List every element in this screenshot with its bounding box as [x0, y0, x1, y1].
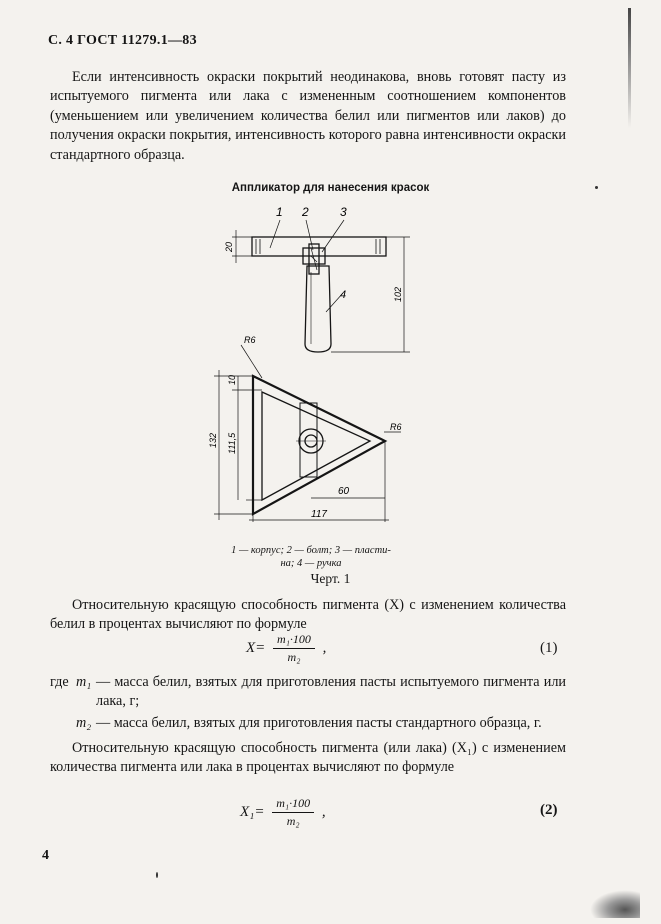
scan-speck [156, 872, 158, 878]
legend-line-1: 1 — корпус; 2 — болт; 3 — пласти- [231, 545, 391, 556]
formula-1-numerator: m₁·100 [273, 632, 315, 649]
formula-2-tail: , [321, 803, 326, 820]
scan-speck [595, 186, 598, 189]
dim-60: 60 [338, 486, 350, 497]
formula-2-lhs: X₁= [240, 803, 265, 820]
formula-2-denominator: m₂ [286, 814, 300, 828]
figure-label: Черт. 1 [310, 571, 351, 586]
figure-title: Аппликатор для нанесения красок [231, 182, 430, 194]
where-m2-text: — масса белил, взятых для приготовления пасты стандартного образца, г. [96, 714, 542, 731]
callout-3: 3 [340, 205, 347, 219]
dim-20: 20 [224, 241, 234, 252]
callout-2: 2 [302, 205, 309, 219]
where-m1 [50, 673, 566, 712]
formula-2-fraction [272, 796, 314, 829]
paragraph-formula-2-intro [50, 739, 566, 778]
where-intro: где [50, 674, 69, 690]
dim-r6-top: R6 [244, 335, 256, 345]
page-number: 4 [42, 848, 49, 863]
formula-1-fraction [273, 632, 315, 665]
dim-117: 117 [311, 509, 327, 520]
equation-number-2: (2) [540, 802, 558, 818]
equation-number-1: (1) [540, 640, 558, 656]
paragraph-text: Относительную красящую способность пигмента (или лака) (X₁) с изменением количества пигмента или лака в процентах вычисляют по формуле [50, 740, 566, 776]
where-m1-text: — масса белил, взятых для приготовления пасты испытуемого пигмента или лака, г; [96, 674, 566, 710]
where-m1-symbol: m₁ [76, 674, 92, 690]
where-m2-symbol: m₂ [76, 714, 92, 731]
formula-1-tail: , [322, 639, 327, 656]
formula-2 [240, 796, 326, 829]
callout-4: 4 [340, 289, 347, 301]
where-block [50, 673, 566, 733]
scan-edge-mark [628, 8, 631, 128]
figure-legend [196, 544, 426, 570]
dim-111-5: 111,5 [227, 432, 237, 454]
page-header: С. 4 ГОСТ 11279.1—83 [48, 33, 197, 48]
formula-1 [246, 632, 326, 665]
paragraph-text: Если интенсивность окраски покрытий неодинакова, вновь готовят пасту из испытуемого пигмента или лака с измененным соотношением компонентов (уменьшением или увеличением количества белил или пигментов или лаков) до получения окраски покрытия, интенсивность которого равна интенсивности окраски стандартного образца. [50, 69, 566, 163]
dim-r6-right: R6 [390, 422, 402, 432]
callout-1: 1 [276, 205, 283, 219]
dim-132: 132 [208, 432, 218, 448]
paragraph-formula-1-intro [50, 596, 566, 635]
formula-2-numerator: m₁·100 [272, 796, 314, 813]
formula-1-denominator: m₂ [287, 650, 301, 664]
handle [305, 266, 331, 352]
dim-10: 10 [227, 374, 237, 385]
paragraph-text: Относительную красящую способность пигмента (X) с изменением количества белил в процентах вычисляют по формуле [50, 597, 566, 633]
scan-corner-mark [590, 890, 640, 918]
dim-102: 102 [393, 286, 403, 302]
where-m2 [50, 714, 566, 733]
formula-1-lhs: X= [246, 639, 266, 656]
handle-top-view [300, 403, 317, 477]
legend-line-2: на; 4 — ручка [280, 558, 342, 569]
